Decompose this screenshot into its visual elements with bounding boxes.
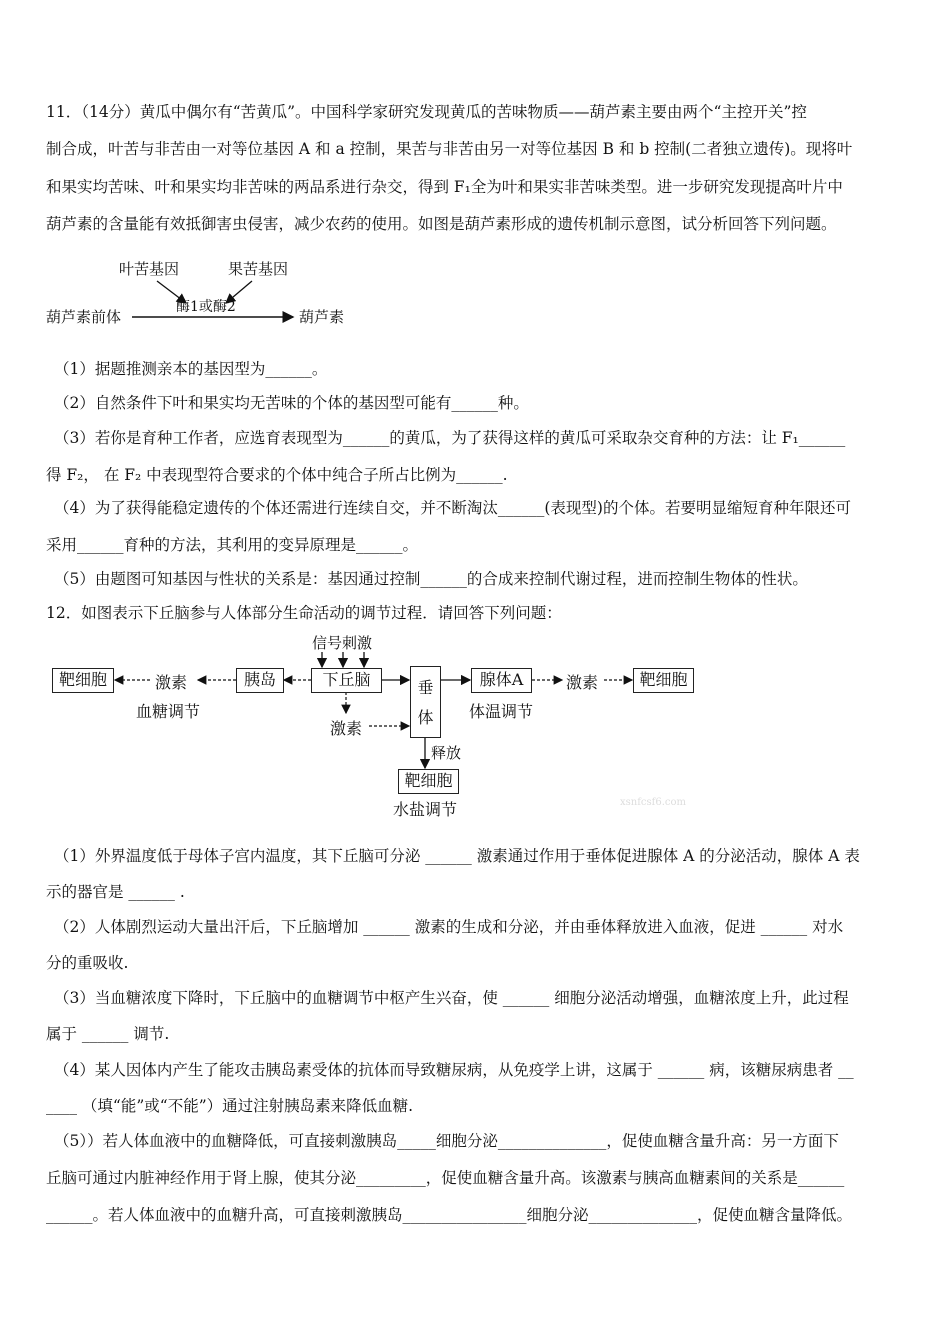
q12-title: 12．如图表示下丘脑参与人体部分生命活动的调节过程．请回答下列问题： xyxy=(46,604,562,622)
q11-sub-2: （2）自然条件下叶和果实均无苦味的个体的基因型可能有______种。 xyxy=(54,394,529,412)
target-cell-right-box: 靶细胞 xyxy=(633,668,694,693)
leaf-bitter-gene-label: 叶苦基因 xyxy=(119,260,180,278)
q11-sub-4b: 采用______育种的方法，其利用的变异原理是______。 xyxy=(46,536,419,554)
q11-line-1: 11．（14分）黄瓜中偶尔有“苦黄瓜”。中国科学家研究发现黄瓜的苦味物质——葫芦素主要由两个“主控开关”控 xyxy=(46,103,807,121)
cucurbitacin-label: 葫芦素 xyxy=(299,308,345,326)
q12-sub-1b: 示的器官是 ______ . xyxy=(46,883,185,901)
release-label: 释放 xyxy=(431,744,462,762)
q11-line-2: 制合成，叶苦与非苦由一对等位基因 A 和 a 控制，果苦与非苦由另一对等位基因 B 和 b 控制(二者独立遗传)。现将叶 xyxy=(46,140,853,158)
q12-sub-5c: ______。若人体血液中的血糖升高，可直接刺激胰岛________________细胞分泌______________，促使血糖含量降低。 xyxy=(46,1206,853,1224)
watermark: xsnfcsf6.com xyxy=(620,797,686,808)
water-salt-regulation-label: 水盐调节 xyxy=(393,800,458,819)
q12-sub-3a: （3）当血糖浓度下降时，下丘脑中的血糖调节中枢产生兴奋，使 ______ 细胞分泌活动增强，血糖浓度上升，此过程 xyxy=(54,989,849,1007)
hormone-left-label: 激素 xyxy=(155,673,188,692)
fruit-bitter-gene-label: 果苦基因 xyxy=(228,260,289,278)
pancreatic-islet-box: 胰岛 xyxy=(236,668,284,693)
q11-sub-4a: （4）为了获得能稳定遗传的个体还需进行连续自交，并不断淘汰______(表现型)的个体。若要明显缩短育种年限还可 xyxy=(54,499,851,517)
q12-sub-5a: （5））若人体血液中的血糖降低，可直接刺激胰岛_____细胞分泌______________，促使血糖含量升高：另一方面下 xyxy=(54,1132,839,1150)
q11-line-4: 葫芦素的含量能有效抵御害虫侵害，减少农药的使用。如图是葫芦素形成的遗传机制示意图，试分析回答下列问题。 xyxy=(46,215,837,233)
q12-sub-5b: 丘脑可通过内脏神经作用于肾上腺，使其分泌_________，促使血糖含量升高。该激素与胰高血糖素间的关系是______ xyxy=(46,1169,845,1187)
q12-sub-3b: 属于 ______ 调节. xyxy=(46,1025,170,1043)
q12-sub-2a: （2）人体剧烈运动大量出汗后，下丘脑增加 ______ 激素的生成和分泌，并由垂体释放进入血液，促进 ______ 对水 xyxy=(54,918,844,936)
target-cell-bottom-box: 靶细胞 xyxy=(398,769,459,794)
q11-sub-1: （1）据题推测亲本的基因型为______。 xyxy=(54,360,328,378)
gland-a-box: 腺体A xyxy=(471,668,532,693)
q11-line-3: 和果实均苦味、叶和果实均非苦味的两品系进行杂交，得到 F₁全为叶和果实非苦味类型。进一步研究发现提高叶片中 xyxy=(46,178,843,196)
q12-sub-1a: （1）外界温度低于母体子宫内温度，其下丘脑可分泌 ______ 激素通过作用于垂体促进腺体 A 的分泌活动，腺体 A 表 xyxy=(54,847,860,865)
hormone-mid-label: 激素 xyxy=(330,719,363,738)
q11-sub-3b: 得 F₂， 在 F₂ 中表现型符合要求的个体中纯合子所占比例为______. xyxy=(46,466,508,484)
target-cell-left-box: 靶细胞 xyxy=(52,668,114,693)
q12-sub-4a: （4）某人因体内产生了能攻击胰岛素受体的抗体而导致糖尿病，从免疫学上讲，这属于 ______ 病，该糖尿病患者 __ xyxy=(54,1061,854,1079)
hormone-right-label: 激素 xyxy=(566,673,599,692)
hypothalamus-box: 下丘脑 xyxy=(311,668,382,693)
q12-sub-2b: 分的重吸收. xyxy=(46,954,129,972)
body-temp-regulation-label: 体温调节 xyxy=(469,702,534,721)
blood-sugar-regulation-label: 血糖调节 xyxy=(136,702,201,721)
precursor-label: 葫芦素前体 xyxy=(46,308,122,326)
signal-stimulus-label: 信号刺激 xyxy=(312,634,373,652)
pituitary-char-2: 体 xyxy=(417,708,434,727)
pituitary-box xyxy=(410,666,441,738)
enzyme-label: 酶1或酶2 xyxy=(176,299,236,315)
pituitary-char-1: 垂 xyxy=(417,678,434,697)
q11-sub-5: （5）由题图可知基因与性状的关系是：基因通过控制______的合成来控制代谢过程，进而控制生物体的性状。 xyxy=(54,570,808,588)
q12-sub-4b: ____ （填“能”或“不能”）通过注射胰岛素来降低血糖. xyxy=(46,1097,414,1115)
q11-sub-3a: （3）若你是育种工作者，应选育表现型为______的黄瓜，为了获得这样的黄瓜可采取杂交育种的方法：让 F₁______ xyxy=(54,429,846,447)
